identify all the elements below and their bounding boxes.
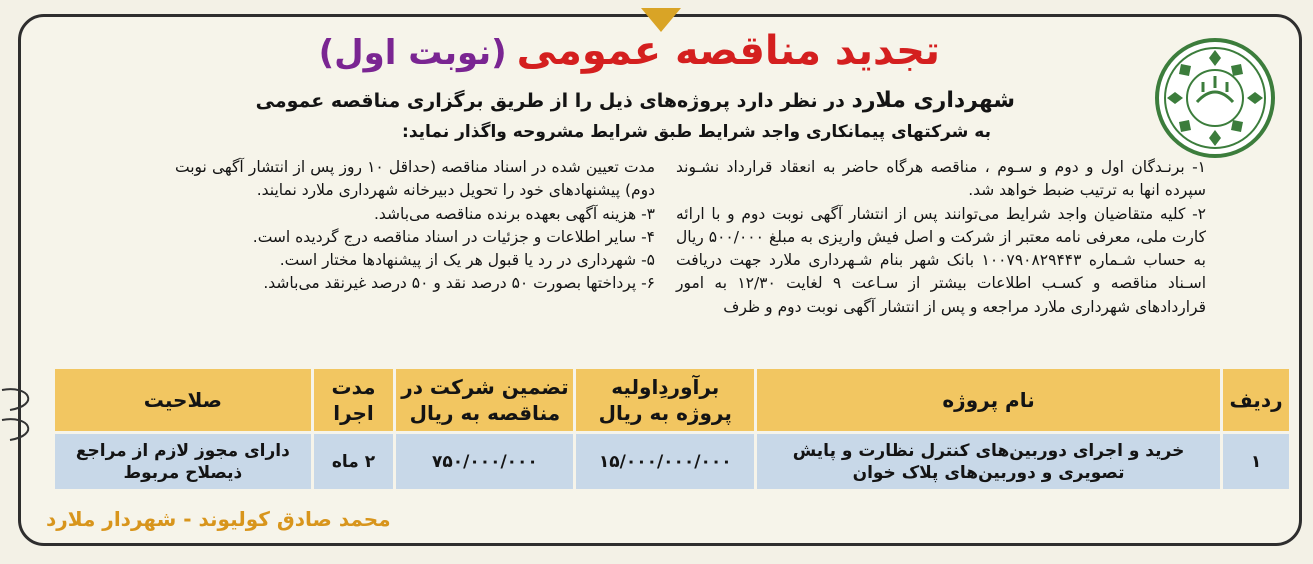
org-name: شهرداری ملارد [851,88,1015,113]
intro-line-2: به شرکتهای پیمانکاری واجد شرایط طبق شرایط مشروحه واگذار نماید: [402,122,991,142]
cell-qualification: دارای مجوز لازم از مراجع ذیصلاح مربوط [55,434,311,489]
cell-estimate: ۱۵/۰۰۰/۰۰۰/۰۰۰ [576,434,754,489]
municipality-logo [1153,36,1277,160]
condition-6: ۶- پرداختها بصورت ۵۰ درصد نقد و ۵۰ درصد غیرنقد می‌باشد. [263,274,655,293]
title-sub: (نوبت اول) [318,33,507,73]
header-estimate: برآوردِاولیه پروژه به ریال [576,369,754,431]
conditions-right-column [676,156,1206,319]
condition-2: ۲- کلیه متقاضیان واجد شرایط می‌توانند پس از انتشار آگهی نوبت دوم و با ارائه کارت ملی، معرفی نامه معتبر از شرکت و اصل فیش واریزی به مبلغ ۵۰۰/۰۰۰ ریال به حساب شـماره ۱۰۰۷۹۰۸۲۹۴۴۳ بانک شهر بنام شـهرداری ملارد جهت دریافت اسـناد مناقصه و کسـب اطلاعات بیشتر از سـاعت ۹ لغایت ۱۲/۳۰ به امور قراردادهای شهرداری ملارد مراجعه و پس از انتشار آگهی نوبت دوم و ظرف [676,204,1207,316]
header-qualification: صلاحیت [55,369,311,431]
ad-title [318,22,940,80]
condition-2-cont: مدت تعیین شده در اسناد مناقصه (حداقل ۱۰ روز پس از انتشار آگهی نوبت دوم) پیشنهادهای خود را تحویل دبیرخانه شهرداری ملارد نمایند. [175,158,655,200]
signature: محمد صادق کولیوند - شهردار ملارد [46,507,391,531]
cell-row-num: ۱ [1223,434,1289,489]
projects-table [52,366,1292,492]
table-header-row [55,369,1289,431]
header-project: نام پروژه [757,369,1220,431]
cell-guarantee: ۷۵۰/۰۰۰/۰۰۰ [396,434,573,489]
header-guarantee: تضمین شرکت در مناقصه به ریال [396,369,573,431]
title-main: تجدید مناقصه عمومی [516,28,940,74]
table-row [55,434,1289,489]
margin-scribble [0,380,60,460]
header-duration: مدت اجرا [314,369,394,431]
intro-line-1 [256,88,1015,113]
condition-1: ۱- برنـدگان اول و دوم و سـوم ، مناقصه هرگاه حاضر به انعقاد قرارداد نشـوند سپرده انها به ترتیب ضبط خواهد شد. [676,158,1206,200]
condition-4: ۴- سایر اطلاعات و جزئیات در اسناد مناقصه درج گردیده است. [252,227,655,246]
conditions-left-column [175,156,655,296]
intro-text-1: در نظر دارد پروژه‌های ذیل را از طریق برگزاری مناقصه عمومی [255,90,845,112]
condition-3: ۳- هزینه آگهی بعهده برنده مناقصه می‌باشد. [373,204,655,223]
cell-project: خرید و اجرای دوربین‌های کنترل نظارت و پایش تصویری و دوربین‌های پلاک خوان [757,434,1220,489]
condition-5: ۵- شهرداری در رد یا قبول هر یک از پیشنهادها مختار است. [279,251,655,270]
header-row-num: ردیف [1223,369,1289,431]
cell-duration: ۲ ماه [314,434,394,489]
